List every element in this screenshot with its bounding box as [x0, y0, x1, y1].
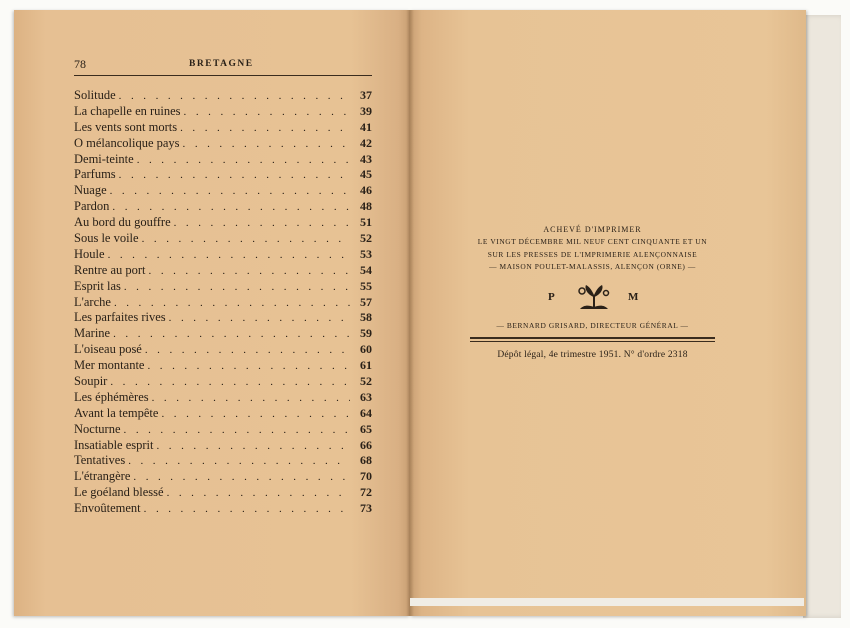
toc-entry-title: O mélancolique pays [74, 135, 180, 150]
toc-entry-page: 55 [360, 278, 372, 293]
printer-logo [470, 283, 715, 313]
toc-entry-page: 37 [360, 88, 372, 102]
toc-entry [74, 310, 372, 326]
toc-entry-title: Les vents sont morts [74, 119, 178, 134]
page-bottom-edge [410, 598, 804, 606]
toc-entry-page: 59 [360, 326, 372, 341]
toc-entry-title: Au bord du gouffre [74, 215, 171, 230]
toc-entry [74, 279, 372, 295]
toc-entry-page: 73 [360, 501, 372, 516]
toc-entry [74, 120, 372, 136]
running-head [74, 57, 372, 76]
toc-entry-page: 46 [360, 183, 372, 198]
toc-entry-title: L'arche [74, 294, 111, 309]
toc-entry-title: Le goéland blessé [74, 485, 164, 500]
toc-entry-page: 68 [360, 453, 372, 468]
toc-entry [74, 263, 372, 279]
toc-entry-page: 45 [360, 167, 372, 182]
toc-entry-title: Nocturne [74, 421, 121, 436]
book-gutter [406, 10, 414, 616]
toc-entry-title: Esprit las [74, 278, 121, 293]
toc-dot-leader [144, 502, 350, 518]
toc-entry [74, 438, 372, 454]
underlying-page-edge [803, 15, 841, 618]
toc-entry-page: 65 [360, 421, 372, 436]
toc-entry-page: 66 [360, 437, 372, 452]
legal-deposit: Dépôt légal, 4e trimestre 1951. N° d'ordre 2318 [497, 350, 688, 361]
toc-dot-leader [137, 153, 350, 169]
toc-entry [74, 422, 372, 438]
toc-dot-leader [108, 248, 350, 264]
toc-dot-leader [110, 184, 350, 200]
toc-dot-leader [119, 89, 350, 105]
toc-entry-page: 53 [360, 246, 372, 261]
toc-entry-title: Mer montante [74, 358, 145, 373]
toc-entry-title: Rentre au port [74, 262, 146, 277]
toc-entry-page: 42 [360, 135, 372, 150]
toc-entry [74, 183, 372, 199]
toc-dot-leader [169, 311, 350, 327]
toc-dot-leader [124, 423, 350, 439]
toc-entry [74, 406, 372, 422]
toc-entry [74, 247, 372, 263]
toc-entry-page: 64 [360, 405, 372, 420]
director-line: — BERNARD GRISARD, DIRECTEUR GÉNÉRAL — [470, 320, 715, 339]
toc-entry-page: 52 [360, 231, 372, 246]
toc-dot-leader [145, 343, 350, 359]
toc-entry-page: 43 [360, 151, 372, 166]
toc-entry-page: 54 [360, 262, 372, 277]
toc-entry [74, 453, 372, 469]
toc-entry [74, 390, 372, 406]
toc-entry-page: 63 [360, 389, 372, 404]
toc-entry [74, 152, 372, 168]
toc-entry-title: Les parfaites rives [74, 310, 166, 325]
toc-dot-leader [161, 407, 350, 423]
toc-dot-leader [180, 121, 350, 137]
toc-entry [74, 199, 372, 215]
toc-dot-leader [174, 216, 350, 232]
printer-mark-icon [574, 283, 614, 313]
toc-dot-leader [167, 486, 350, 502]
toc-dot-leader [184, 105, 350, 121]
toc-dot-leader [142, 232, 350, 248]
toc-dot-leader [113, 327, 350, 343]
logo-letter-p: P [548, 290, 556, 303]
toc-entry [74, 485, 372, 501]
toc-entry-title: Soupir [74, 374, 108, 389]
toc-entry-title: Marine [74, 326, 111, 341]
toc-entry [74, 374, 372, 390]
colophon-line: SUR LES PRESSES DE L'IMPRIMERIE ALENÇONNAISE [487, 249, 698, 259]
colophon-heading: ACHEVÉ D'IMPRIMER [543, 225, 642, 234]
toc-entry-title: L'étrangère [74, 469, 131, 484]
toc-entry-title: Parfums [74, 167, 116, 182]
toc-entry-title: Insatiable esprit [74, 437, 154, 452]
toc-entry-page: 51 [360, 215, 372, 230]
toc-entry-page: 41 [360, 119, 372, 134]
toc-dot-leader [152, 391, 350, 407]
toc-entry-title: Les éphémères [74, 389, 149, 404]
toc-entry-page: 72 [360, 485, 372, 500]
running-title: BRETAGNE [189, 59, 254, 69]
toc-entry [74, 358, 372, 374]
toc-entry-title: La chapelle en ruines [74, 103, 181, 118]
toc-dot-leader [149, 264, 350, 280]
toc-entry [74, 231, 372, 247]
toc-entry-title: Avant la tempête [74, 405, 159, 420]
logo-letter-m: M [628, 290, 639, 303]
toc-entry-title: Sous le voile [74, 231, 139, 246]
colophon-line: — MAISON POULET-MALASSIS, ALENÇON (ORNE) — [489, 262, 696, 272]
toc-entry [74, 104, 372, 120]
toc-entry-page: 70 [360, 469, 372, 484]
toc-entry [74, 136, 372, 152]
toc-entry-page: 61 [360, 358, 372, 373]
toc-entry-page: 58 [360, 310, 372, 325]
toc-dot-leader [112, 200, 350, 216]
toc-entry [74, 342, 372, 358]
toc-entry [74, 215, 372, 231]
toc-entry-page: 57 [360, 294, 372, 309]
toc-entry-title: Tentatives [74, 453, 126, 468]
colophon [470, 224, 715, 361]
toc-dot-leader [147, 359, 350, 375]
toc-entry-page: 39 [360, 103, 372, 118]
toc-entry-page: 60 [360, 342, 372, 357]
toc-entry-title: L'oiseau posé [74, 342, 142, 357]
toc-dot-leader [133, 470, 350, 486]
toc-dot-leader [157, 439, 351, 455]
toc-dot-leader [114, 296, 350, 312]
toc-dot-leader [124, 280, 350, 296]
page-number: 78 [74, 57, 86, 71]
toc-dot-leader [183, 137, 350, 153]
toc-entry-title: Nuage [74, 183, 107, 198]
toc-entry-page: 48 [360, 199, 372, 214]
table-of-contents [74, 88, 372, 517]
toc-entry [74, 326, 372, 342]
toc-entry-title: Envoûtement [74, 501, 141, 516]
toc-entry-page: 52 [360, 374, 372, 389]
toc-entry-title: Demi-teinte [74, 151, 134, 166]
toc-entry [74, 295, 372, 311]
toc-dot-leader [128, 454, 350, 470]
colophon-line: LE VINGT DÉCEMBRE MIL NEUF CENT CINQUANTE ET UN [477, 237, 708, 247]
toc-dot-leader [119, 168, 350, 184]
toc-entry [74, 167, 372, 183]
toc-entry-title: Pardon [74, 199, 110, 214]
toc-entry [74, 469, 372, 485]
toc-entry-title: Solitude [74, 88, 116, 102]
toc-entry-title: Houle [74, 246, 105, 261]
toc-entry [74, 88, 372, 104]
toc-dot-leader [110, 375, 350, 391]
toc-entry [74, 501, 372, 517]
